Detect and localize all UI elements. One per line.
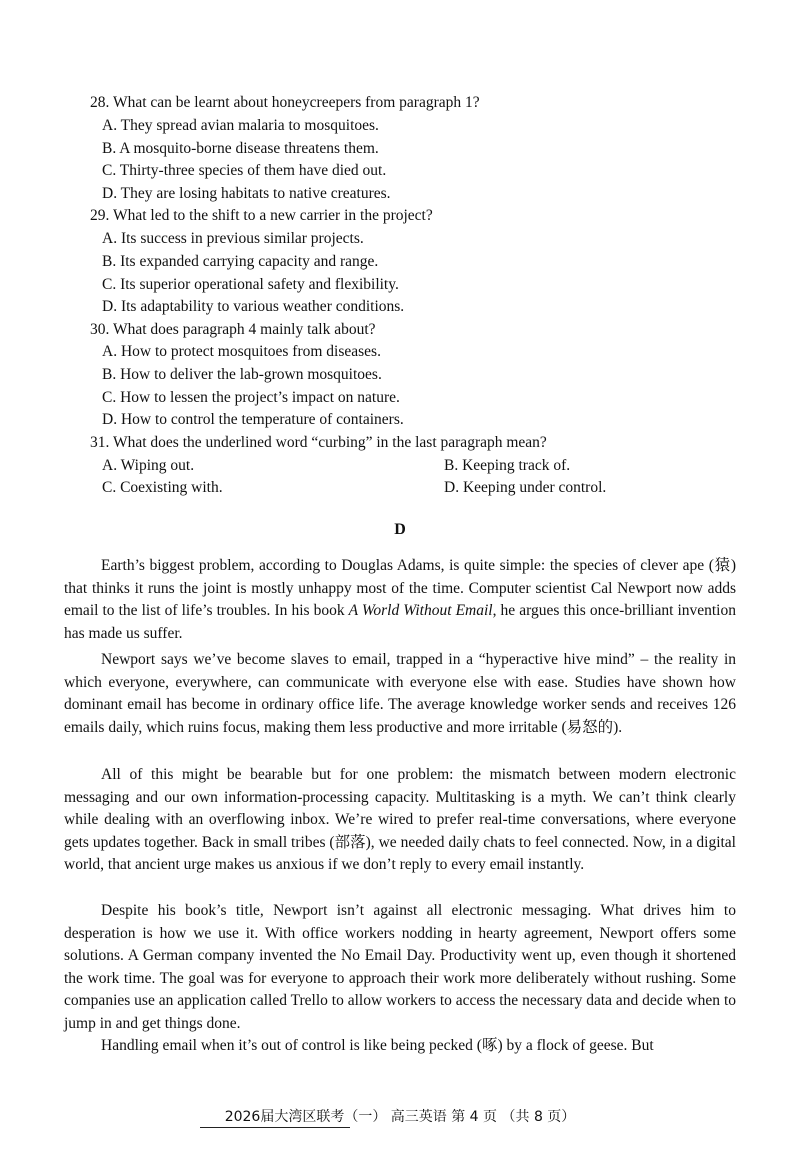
question-31-option-c: C. Coexisting with. [102,479,223,496]
passage-paragraph-3: All of this might be bearable but for one problem: the mismatch between modern electronic messaging and our own information-processing capacity. Multitasking is a myth. We can’t think clearly while dealing with an overflowing inbox. We’re wired to prefer real-time conversations, where everyone gets updates together. Back in small tribes (部落), we needed daily chats to feel connected. Now, in a digital world, that ancient urge makes us anxious if we don’t reply to every email instantly. [64,766,736,873]
question-31-stem: 31. What does the underlined word “curbing” in the last paragraph mean? [90,434,547,451]
passage-paragraph-1 [64,555,736,645]
section-label: D [394,521,406,538]
question-28-stem: 28. What can be learnt about honeycreepers from paragraph 1? [90,94,480,111]
question-30-stem: 30. What does paragraph 4 mainly talk about? [90,321,376,338]
question-29-option-a: A. Its success in previous similar projects. [102,230,364,247]
footer-rule [200,1127,350,1128]
question-29-option-d: D. Its adaptability to various weather conditions. [102,298,405,315]
question-29-option-c: C. Its superior operational safety and flexibility. [102,276,399,293]
passage-paragraph-2: Newport says we’ve become slaves to email, trapped in a “hyperactive hive mind” – the reality in which everyone, everywhere, can communicate with everyone else with ease. Studies have shown how dominant email has become in ordinary office life. The average knowledge worker sends and receives 126 emails daily, which ruins focus, making them less productive and more irritable (易怒的). [64,651,736,736]
question-28-option-b: B. A mosquito-borne disease threatens them. [102,140,379,157]
question-28-option-d: D. They are losing habitats to native creatures. [102,185,391,202]
question-30-option-b: B. How to deliver the lab-grown mosquitoes. [102,366,382,383]
paragraph-1-text-end: , he argues this once-brilliant invention has made us suffer. [64,602,736,642]
question-28-option-a: A. They spread avian malaria to mosquitoes. [102,117,379,134]
question-29-stem: 29. What led to the shift to a new carrier in the project? [90,207,433,224]
question-28-option-c: C. Thirty-three species of them have died out. [102,162,387,179]
question-30-option-a: A. How to protect mosquitoes from diseases. [102,343,381,360]
page-footer: 2026届大湾区联考（一） 高三英语 第 4 页 （共 8 页） [224,1109,576,1125]
passage-paragraph-5: Handling email when it’s out of control is like being pecked (啄) by a flock of geese. But [101,1037,654,1054]
book-title: A World Without Email [348,602,493,619]
paragraph-1-text-start: Earth’s biggest problem, according to Douglas Adams, is quite simple: the species of clever ape (猿) that thinks it runs the joint is mostly unhappy most of the time. Computer scientist Cal Newport now adds email to the list of life’s troubles. In his book [64,557,736,619]
question-31-option-b: B. Keeping track of. [444,457,571,474]
question-29-option-b: B. Its expanded carrying capacity and range. [102,253,379,270]
question-31-option-d: D. Keeping under control. [444,479,607,496]
question-30-option-d: D. How to control the temperature of containers. [102,411,404,428]
question-31-option-a: A. Wiping out. [102,457,195,474]
question-30-option-c: C. How to lessen the project’s impact on nature. [102,389,400,406]
passage-paragraph-4: Despite his book’s title, Newport isn’t against all electronic messaging. What drives him to desperation is how we use it. With office workers nodding in hearty agreement, Newport offers some solutions. A German company invented the No Email Day. Productivity went up, even though it shortened the work time. The goal was for everyone to approach their work more deliberately without rushing. Some companies use an application called Trello to allow workers to access the necessary data and decide when to jump in and get things done. [64,902,736,1032]
